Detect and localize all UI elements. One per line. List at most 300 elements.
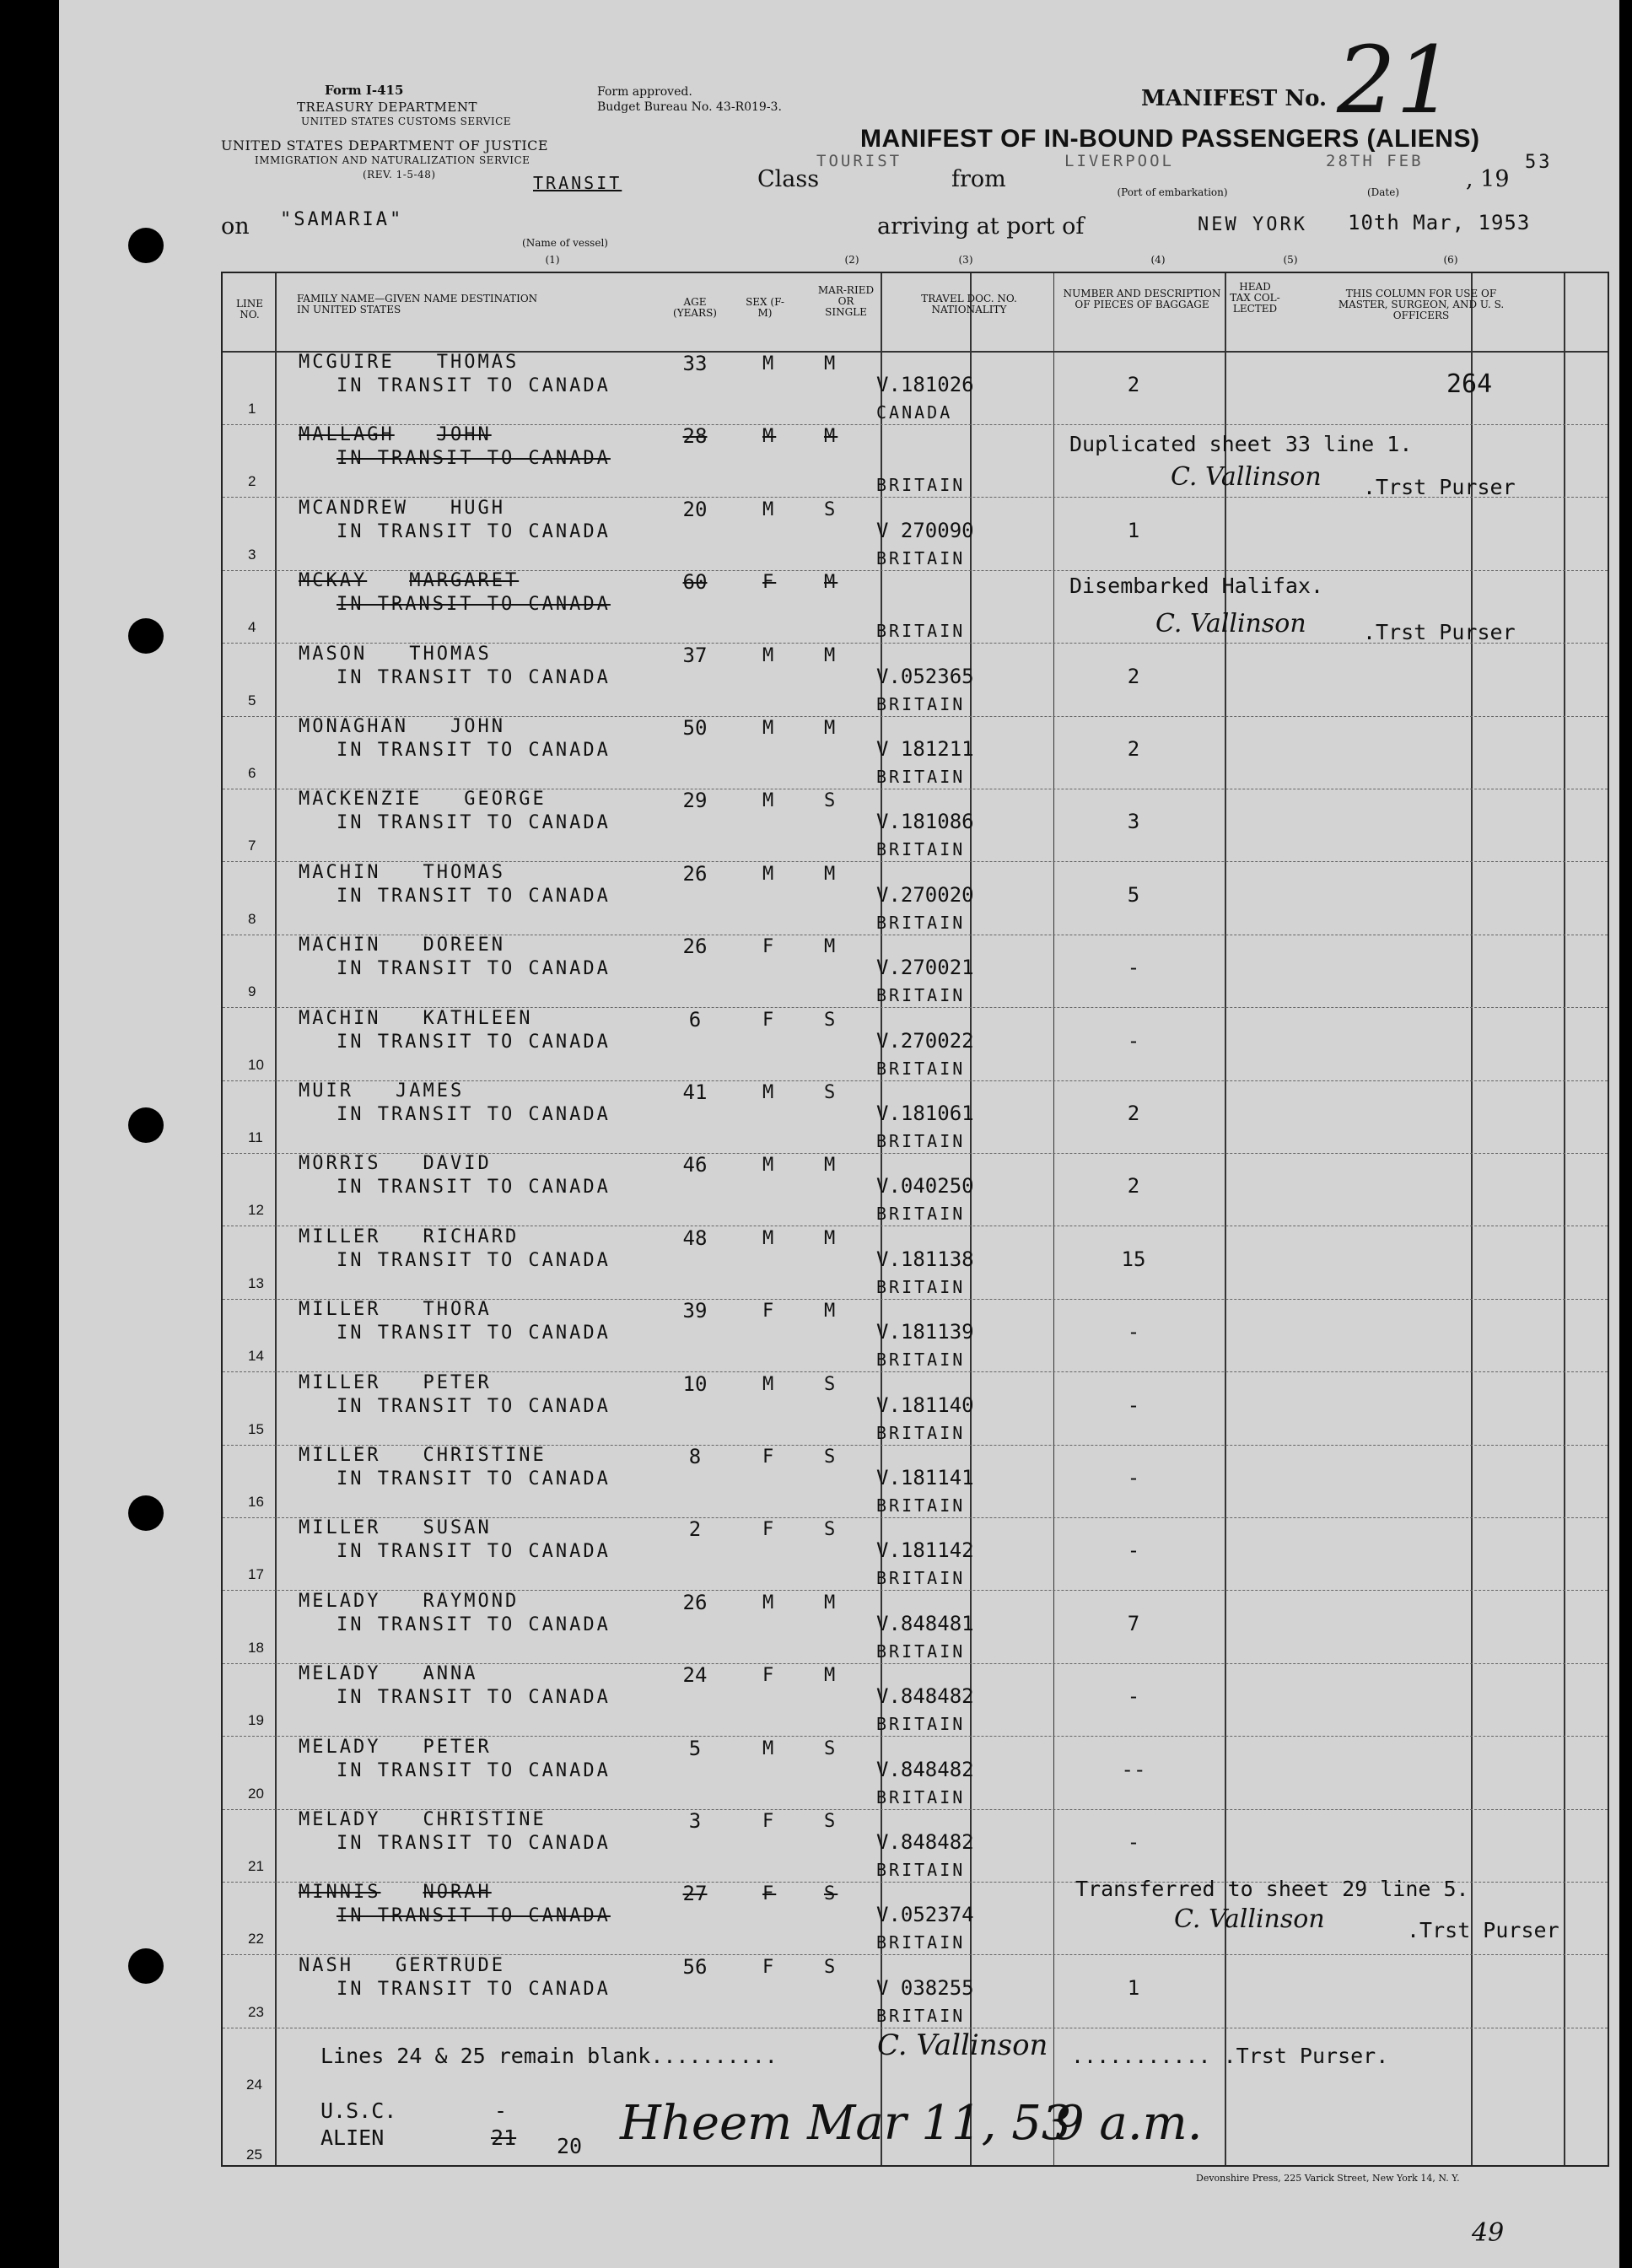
travel-doc: V.848482 (876, 1757, 974, 1781)
sex: M (762, 718, 777, 739)
purser-signature: C. Vallinson (1174, 1904, 1325, 1934)
destination: IN TRANSIT TO CANADA (337, 375, 611, 396)
destination: IN TRANSIT TO CANADA (337, 958, 611, 980)
line-number: 9 (248, 983, 256, 1000)
punch-hole (128, 228, 164, 263)
annotation-264: 264 (1446, 369, 1493, 399)
passenger-name (299, 352, 519, 373)
passenger-row (223, 1809, 1608, 1883)
nationality: BRITAIN (876, 912, 966, 933)
destination: IN TRANSIT TO CANADA (337, 1323, 611, 1344)
on-label: on (221, 213, 250, 240)
header-officers: THIS COLUMN FOR USE OF MASTER, SURGEON, AND U. S. OFFICERS (1338, 288, 1505, 321)
given-name: PETER (423, 1736, 492, 1758)
sex: M (762, 353, 777, 374)
marital-status: S (824, 1737, 838, 1759)
family-name: MILLER (299, 1226, 381, 1247)
given-name: THOMAS (436, 352, 520, 373)
nationality: BRITAIN (876, 475, 966, 496)
vessel-caption: (Name of vessel) (522, 237, 608, 249)
sex: F (762, 1956, 777, 1978)
marital-status: M (824, 936, 838, 958)
passenger-name (299, 1517, 492, 1538)
line-number: 13 (248, 1274, 264, 1291)
dept-justice: UNITED STATES DEPARTMENT OF JUSTICE (221, 137, 549, 154)
date-caption: (Date) (1366, 186, 1400, 198)
age: 3 (688, 1809, 702, 1833)
treasury-dept: TREASURY DEPARTMENT (297, 100, 477, 115)
given-name: CHRISTINE (423, 1445, 547, 1466)
printer-credit: Devonshire Press, 225 Varick Street, New York 14, N. Y. (1196, 2173, 1460, 2184)
passenger-row (223, 1517, 1608, 1591)
travel-doc: V.181142 (876, 1538, 974, 1563)
passenger-name (299, 1008, 532, 1029)
nationality: BRITAIN (876, 1131, 966, 1151)
alien-count: 21 (491, 2125, 517, 2150)
given-name: HUGH (450, 497, 505, 519)
travel-doc: V.848481 (876, 1611, 974, 1635)
family-name: MASON (299, 643, 368, 665)
given-name: SUSAN (423, 1517, 492, 1539)
family-name: MILLER (299, 1445, 381, 1466)
travel-doc: V.181061 (876, 1102, 974, 1125)
marital-status: S (824, 498, 838, 520)
sex: M (762, 863, 777, 885)
passenger-name (299, 424, 492, 445)
destination: IN TRANSIT TO CANADA (337, 666, 611, 688)
usc-count: - (494, 2098, 508, 2123)
family-name: MILLER (299, 1299, 381, 1321)
destination: IN TRANSIT TO CANADA (337, 1905, 611, 1927)
family-name: MINNIS (299, 1882, 381, 1904)
nationality: CANADA (876, 402, 953, 423)
travel-doc: V.181140 (876, 1393, 974, 1417)
age: 28 (682, 424, 708, 449)
blank-lines-purser: ........... .Trst Purser. (1071, 2044, 1389, 2068)
form-approved: Form approved. (597, 85, 692, 99)
passenger-row (223, 862, 1608, 935)
marital-status: S (824, 1082, 838, 1103)
page-number: 49 (1472, 2218, 1505, 2248)
header-age: AGE (YEARS) (673, 296, 717, 319)
line-number: 21 (248, 1858, 264, 1874)
nationality: BRITAIN (876, 1276, 966, 1297)
arriving-label: arriving at port of (877, 213, 1085, 240)
destination: IN TRANSIT TO CANADA (337, 1031, 611, 1053)
sex: M (762, 498, 777, 520)
ins: IMMIGRATION AND NATURALIZATION SERVICE (255, 154, 531, 166)
baggage-count: 2 (1127, 737, 1140, 761)
marital-status: M (824, 426, 838, 448)
given-name: GERTRUDE (395, 1954, 505, 1976)
travel-doc: V.181139 (876, 1320, 974, 1344)
age: 26 (682, 935, 708, 959)
disembarked-note: Disembarked Halifax. (1069, 574, 1324, 598)
nationality: BRITAIN (876, 547, 966, 568)
destination: IN TRANSIT TO CANADA (337, 812, 611, 834)
age: 24 (682, 1663, 708, 1688)
travel-doc: V.270021 (876, 956, 974, 980)
baggage-count: - (1127, 1320, 1140, 1344)
punch-hole (128, 1495, 164, 1531)
nationality: BRITAIN (876, 839, 966, 860)
baggage-count: - (1127, 1830, 1140, 1854)
marital-status: M (824, 863, 838, 885)
destination: IN TRANSIT TO CANADA (337, 885, 611, 907)
destination: IN TRANSIT TO CANADA (337, 1759, 611, 1781)
nationality: BRITAIN (876, 693, 966, 714)
header-line: LINE NO. (236, 298, 263, 321)
age: 27 (682, 1882, 708, 1906)
line-number: 23 (248, 2003, 264, 2020)
age: 60 (682, 570, 708, 595)
manifest-label: MANIFEST No. (1141, 86, 1328, 111)
alien-total: 20 (557, 2134, 583, 2158)
marital-status: S (824, 1373, 838, 1395)
given-name: MARGARET (409, 570, 520, 592)
baggage-count: -- (1121, 1757, 1146, 1781)
travel-doc: V.270020 (876, 882, 974, 907)
marital-status: M (824, 1665, 838, 1687)
punch-hole (128, 618, 164, 654)
given-name: DOREEN (423, 935, 505, 956)
sex: M (762, 1082, 777, 1103)
line-number: 22 (248, 1931, 264, 1947)
passenger-row (223, 1445, 1608, 1518)
from-label: from (951, 166, 1006, 192)
marital-status: S (824, 1883, 838, 1905)
line-number: 15 (248, 1420, 264, 1437)
age: 33 (682, 352, 708, 375)
purser-signature: C. Vallinson (1171, 462, 1322, 492)
marital-status: M (824, 644, 838, 666)
line-number: 3 (248, 546, 256, 563)
given-name: CHRISTINE (423, 1809, 547, 1830)
family-name: MORRIS (299, 1153, 381, 1175)
passenger-name (299, 1445, 547, 1466)
family-name: MACHIN (299, 935, 381, 956)
col-number: (3) (958, 254, 973, 266)
baggage-count: - (1127, 956, 1140, 980)
line-number: 4 (248, 619, 256, 636)
line-number: 11 (248, 1129, 263, 1145)
purser-label: .Trst Purser (1407, 1918, 1559, 1942)
col-number: (6) (1443, 254, 1458, 266)
header-headtax: HEAD TAX COL-LECTED (1230, 281, 1280, 315)
customs-service: UNITED STATES CUSTOMS SERVICE (301, 116, 512, 127)
year-prefix: , 19 (1466, 166, 1510, 192)
passenger-name (299, 1153, 492, 1174)
given-name: JOHN (436, 424, 492, 446)
baggage-count: - (1127, 1466, 1140, 1490)
age: 39 (682, 1299, 708, 1323)
passenger-row (223, 1226, 1608, 1300)
nationality: BRITAIN (876, 1932, 966, 1953)
passenger-name (299, 498, 505, 519)
passenger-name (299, 1663, 477, 1684)
marital-status: M (824, 572, 838, 594)
sex: F (762, 1883, 777, 1905)
sex: F (762, 1519, 777, 1541)
line-number: 1 (248, 401, 256, 417)
age: 26 (682, 861, 708, 886)
sex: M (762, 644, 777, 666)
passenger-name (299, 1737, 492, 1758)
purser-label: .Trst Purser (1363, 620, 1516, 644)
given-name: RAYMOND (423, 1590, 520, 1612)
given-name: KATHLEEN (423, 1007, 533, 1029)
family-name: MACKENZIE (299, 789, 423, 811)
time-note: 9 a.m. (1054, 2096, 1203, 2151)
nationality: BRITAIN (876, 985, 966, 1006)
line-number: 5 (248, 692, 256, 708)
header-sex: SEX (F-M) (746, 296, 784, 319)
port-caption: (Port of embarkation) (1117, 186, 1228, 198)
line-number: 8 (248, 910, 256, 927)
baggage-count: 1 (1127, 518, 1140, 542)
given-name: ANNA (423, 1663, 478, 1685)
arrival-port: NEW YORK (1198, 214, 1307, 235)
family-name: MCGUIRE (299, 352, 395, 373)
sex: F (762, 1665, 777, 1687)
travel-doc: V.181138 (876, 1247, 974, 1271)
age: 41 (682, 1080, 708, 1104)
transferred-note: Transferred to sheet 29 line 5. (1075, 1877, 1469, 1901)
duplicated-note: Duplicated sheet 33 line 1. (1069, 432, 1413, 456)
date-value: 28TH FEB (1326, 152, 1424, 170)
travel-doc: V.181026 (876, 373, 974, 396)
destination: IN TRANSIT TO CANADA (337, 1104, 611, 1125)
family-name: MELADY (299, 1809, 381, 1830)
nationality: BRITAIN (876, 1568, 966, 1589)
passenger-row (223, 935, 1608, 1008)
line-number: 10 (248, 1056, 264, 1073)
age: 20 (682, 497, 708, 521)
punch-hole (128, 1948, 164, 1984)
age: 37 (682, 643, 708, 667)
sex: M (762, 790, 777, 812)
line-number: 25 (246, 2147, 262, 2163)
nationality: BRITAIN (876, 1786, 966, 1807)
sex: F (762, 1301, 777, 1323)
passenger-row (223, 1080, 1608, 1154)
marital-status: M (824, 1155, 838, 1177)
passenger-name (299, 1372, 492, 1393)
travel-doc: V.181086 (876, 810, 974, 834)
passenger-row (223, 1372, 1608, 1446)
destination: IN TRANSIT TO CANADA (337, 740, 611, 761)
travel-doc: V.848482 (876, 1830, 974, 1854)
passenger-row (223, 352, 1608, 425)
baggage-count: - (1127, 1393, 1140, 1417)
destination: IN TRANSIT TO CANADA (337, 1468, 611, 1490)
age: 29 (682, 789, 708, 813)
travel-doc: V.052365 (876, 664, 974, 688)
given-name: THOMAS (409, 643, 492, 665)
destination: IN TRANSIT TO CANADA (337, 520, 611, 542)
col-number: (4) (1150, 254, 1166, 266)
class-label: Class (757, 166, 820, 192)
col-number: (2) (844, 254, 859, 266)
marital-status: S (824, 1956, 838, 1978)
travel-doc: V 270090 (876, 518, 974, 542)
travel-doc: V.270022 (876, 1028, 974, 1053)
passenger-name (299, 862, 505, 883)
sex: M (762, 1227, 777, 1249)
sex: M (762, 1737, 777, 1759)
passenger-name (299, 1080, 464, 1102)
marital-status: M (824, 1592, 838, 1613)
line-number: 12 (248, 1202, 264, 1219)
destination: IN TRANSIT TO CANADA (337, 448, 611, 470)
given-name: PETER (423, 1371, 492, 1393)
manifest-title: MANIFEST OF IN-BOUND PASSENGERS (ALIENS) (860, 125, 1480, 153)
age: 5 (688, 1736, 702, 1760)
purser-signature: C. Vallinson (1155, 609, 1306, 638)
marital-status: S (824, 1009, 838, 1031)
purser-label: .Trst Purser (1363, 475, 1516, 499)
baggage-count: 2 (1127, 373, 1140, 396)
line-number: 14 (248, 1348, 264, 1365)
line-number: 2 (248, 473, 256, 490)
line-number: 24 (246, 2077, 262, 2093)
vessel-name: "SAMARIA" (280, 209, 404, 230)
header-doc: TRAVEL DOC. NO. NATIONALITY (921, 293, 1017, 315)
line-number: 16 (248, 1494, 264, 1510)
destination: IN TRANSIT TO CANADA (337, 1395, 611, 1417)
age: 8 (688, 1445, 702, 1468)
age: 10 (682, 1371, 708, 1396)
line-number: 20 (248, 1785, 264, 1802)
age: 48 (682, 1226, 708, 1250)
nationality: BRITAIN (876, 1204, 966, 1225)
arrival-date: 10th Mar, 1953 (1348, 211, 1531, 234)
passenger-name (299, 644, 492, 665)
baggage-count: 5 (1127, 882, 1140, 907)
punch-hole (128, 1107, 164, 1143)
passenger-name (299, 789, 547, 810)
given-name: JOHN (450, 716, 505, 737)
purser-signature: C. Vallinson (877, 2028, 1048, 2062)
travel-doc: V 181211 (876, 737, 974, 761)
passenger-row (223, 1153, 1608, 1226)
baggage-count: 7 (1127, 1611, 1140, 1635)
baggage-count: 2 (1127, 1102, 1140, 1125)
sex: F (762, 1446, 777, 1468)
manifest-number: 21 (1337, 26, 1455, 134)
family-name: MILLER (299, 1371, 381, 1393)
destination: IN TRANSIT TO CANADA (337, 1177, 611, 1199)
family-name: MELADY (299, 1663, 381, 1685)
passenger-name (299, 570, 519, 591)
sex: F (762, 1811, 777, 1832)
given-name: JAMES (395, 1080, 465, 1102)
travel-doc: V 038255 (876, 1975, 974, 2000)
travel-doc: V.052374 (876, 1903, 974, 1927)
age: 2 (688, 1517, 702, 1542)
nationality: BRITAIN (876, 1495, 966, 1516)
marital-status: S (824, 1811, 838, 1832)
sex: F (762, 936, 777, 958)
marital-status: M (824, 718, 838, 739)
age: 26 (682, 1590, 708, 1614)
travel-doc: V.848482 (876, 1684, 974, 1709)
form-number: Form I-415 (325, 83, 404, 98)
age: 50 (682, 716, 708, 740)
baggage-count: 15 (1121, 1247, 1146, 1271)
family-name: MACHIN (299, 861, 381, 883)
passenger-row (223, 1299, 1608, 1372)
nationality: BRITAIN (876, 767, 966, 787)
destination: IN TRANSIT TO CANADA (337, 1978, 611, 2000)
destination: IN TRANSIT TO CANADA (337, 594, 611, 616)
blank-lines-note: Lines 24 & 25 remain blank.......... (320, 2044, 778, 2068)
passenger-row (223, 1591, 1608, 1664)
sex: M (762, 1592, 777, 1613)
given-name: THORA (423, 1299, 492, 1321)
baggage-count: 3 (1127, 810, 1140, 834)
header-baggage: NUMBER AND DESCRIPTION OF PIECES OF BAGGAGE (1063, 288, 1221, 310)
age: 6 (688, 1007, 702, 1032)
transit-label: TRANSIT (533, 173, 622, 193)
passenger-row (223, 1955, 1608, 2028)
passenger-name (299, 1955, 505, 1976)
age: 46 (682, 1153, 708, 1177)
family-name: MCANDREW (299, 497, 408, 519)
family-name: MONAGHAN (299, 716, 408, 737)
family-name: MELADY (299, 1590, 381, 1612)
baggage-count: 2 (1127, 1174, 1140, 1199)
passenger-name (299, 1809, 547, 1830)
baggage-count: 2 (1127, 664, 1140, 688)
col-number: (5) (1283, 254, 1298, 266)
passenger-row (223, 1008, 1608, 1081)
sex: F (762, 1009, 777, 1031)
header-married: MAR-RIED OR SINGLE (817, 284, 875, 318)
passenger-row (223, 1663, 1608, 1737)
sex: M (762, 1155, 777, 1177)
given-name: DAVID (423, 1153, 492, 1175)
alien-label: ALIEN (320, 2125, 385, 2150)
travel-doc: V.040250 (876, 1174, 974, 1199)
marital-status: M (824, 353, 838, 374)
header-name: FAMILY NAME—GIVEN NAME DESTINATION IN UNITED STATES (297, 293, 538, 315)
class-value: TOURIST (816, 152, 902, 170)
revision: (REV. 1-5-48) (363, 169, 436, 180)
baggage-count: - (1127, 1538, 1140, 1563)
destination: IN TRANSIT TO CANADA (337, 1541, 611, 1563)
passenger-name (299, 716, 505, 737)
line-number: 7 (248, 838, 256, 854)
destination: IN TRANSIT TO CANADA (337, 1613, 611, 1635)
embark-port: LIVERPOOL (1064, 152, 1174, 170)
sex: M (762, 426, 777, 448)
baggage-count: - (1127, 1028, 1140, 1053)
marital-status: M (824, 1227, 838, 1249)
family-name: MELADY (299, 1736, 381, 1758)
passenger-row (223, 716, 1608, 789)
given-name: GEORGE (464, 789, 547, 811)
marital-status: S (824, 790, 838, 812)
nationality: BRITAIN (876, 1640, 966, 1662)
inspector-stamp: Hheem Mar 11, 53 (620, 2096, 1072, 2151)
passenger-row (223, 789, 1608, 862)
travel-doc: V.181141 (876, 1466, 974, 1490)
nationality: BRITAIN (876, 2005, 966, 2026)
sex: F (762, 572, 777, 594)
destination: IN TRANSIT TO CANADA (337, 1833, 611, 1854)
marital-status: S (824, 1446, 838, 1468)
